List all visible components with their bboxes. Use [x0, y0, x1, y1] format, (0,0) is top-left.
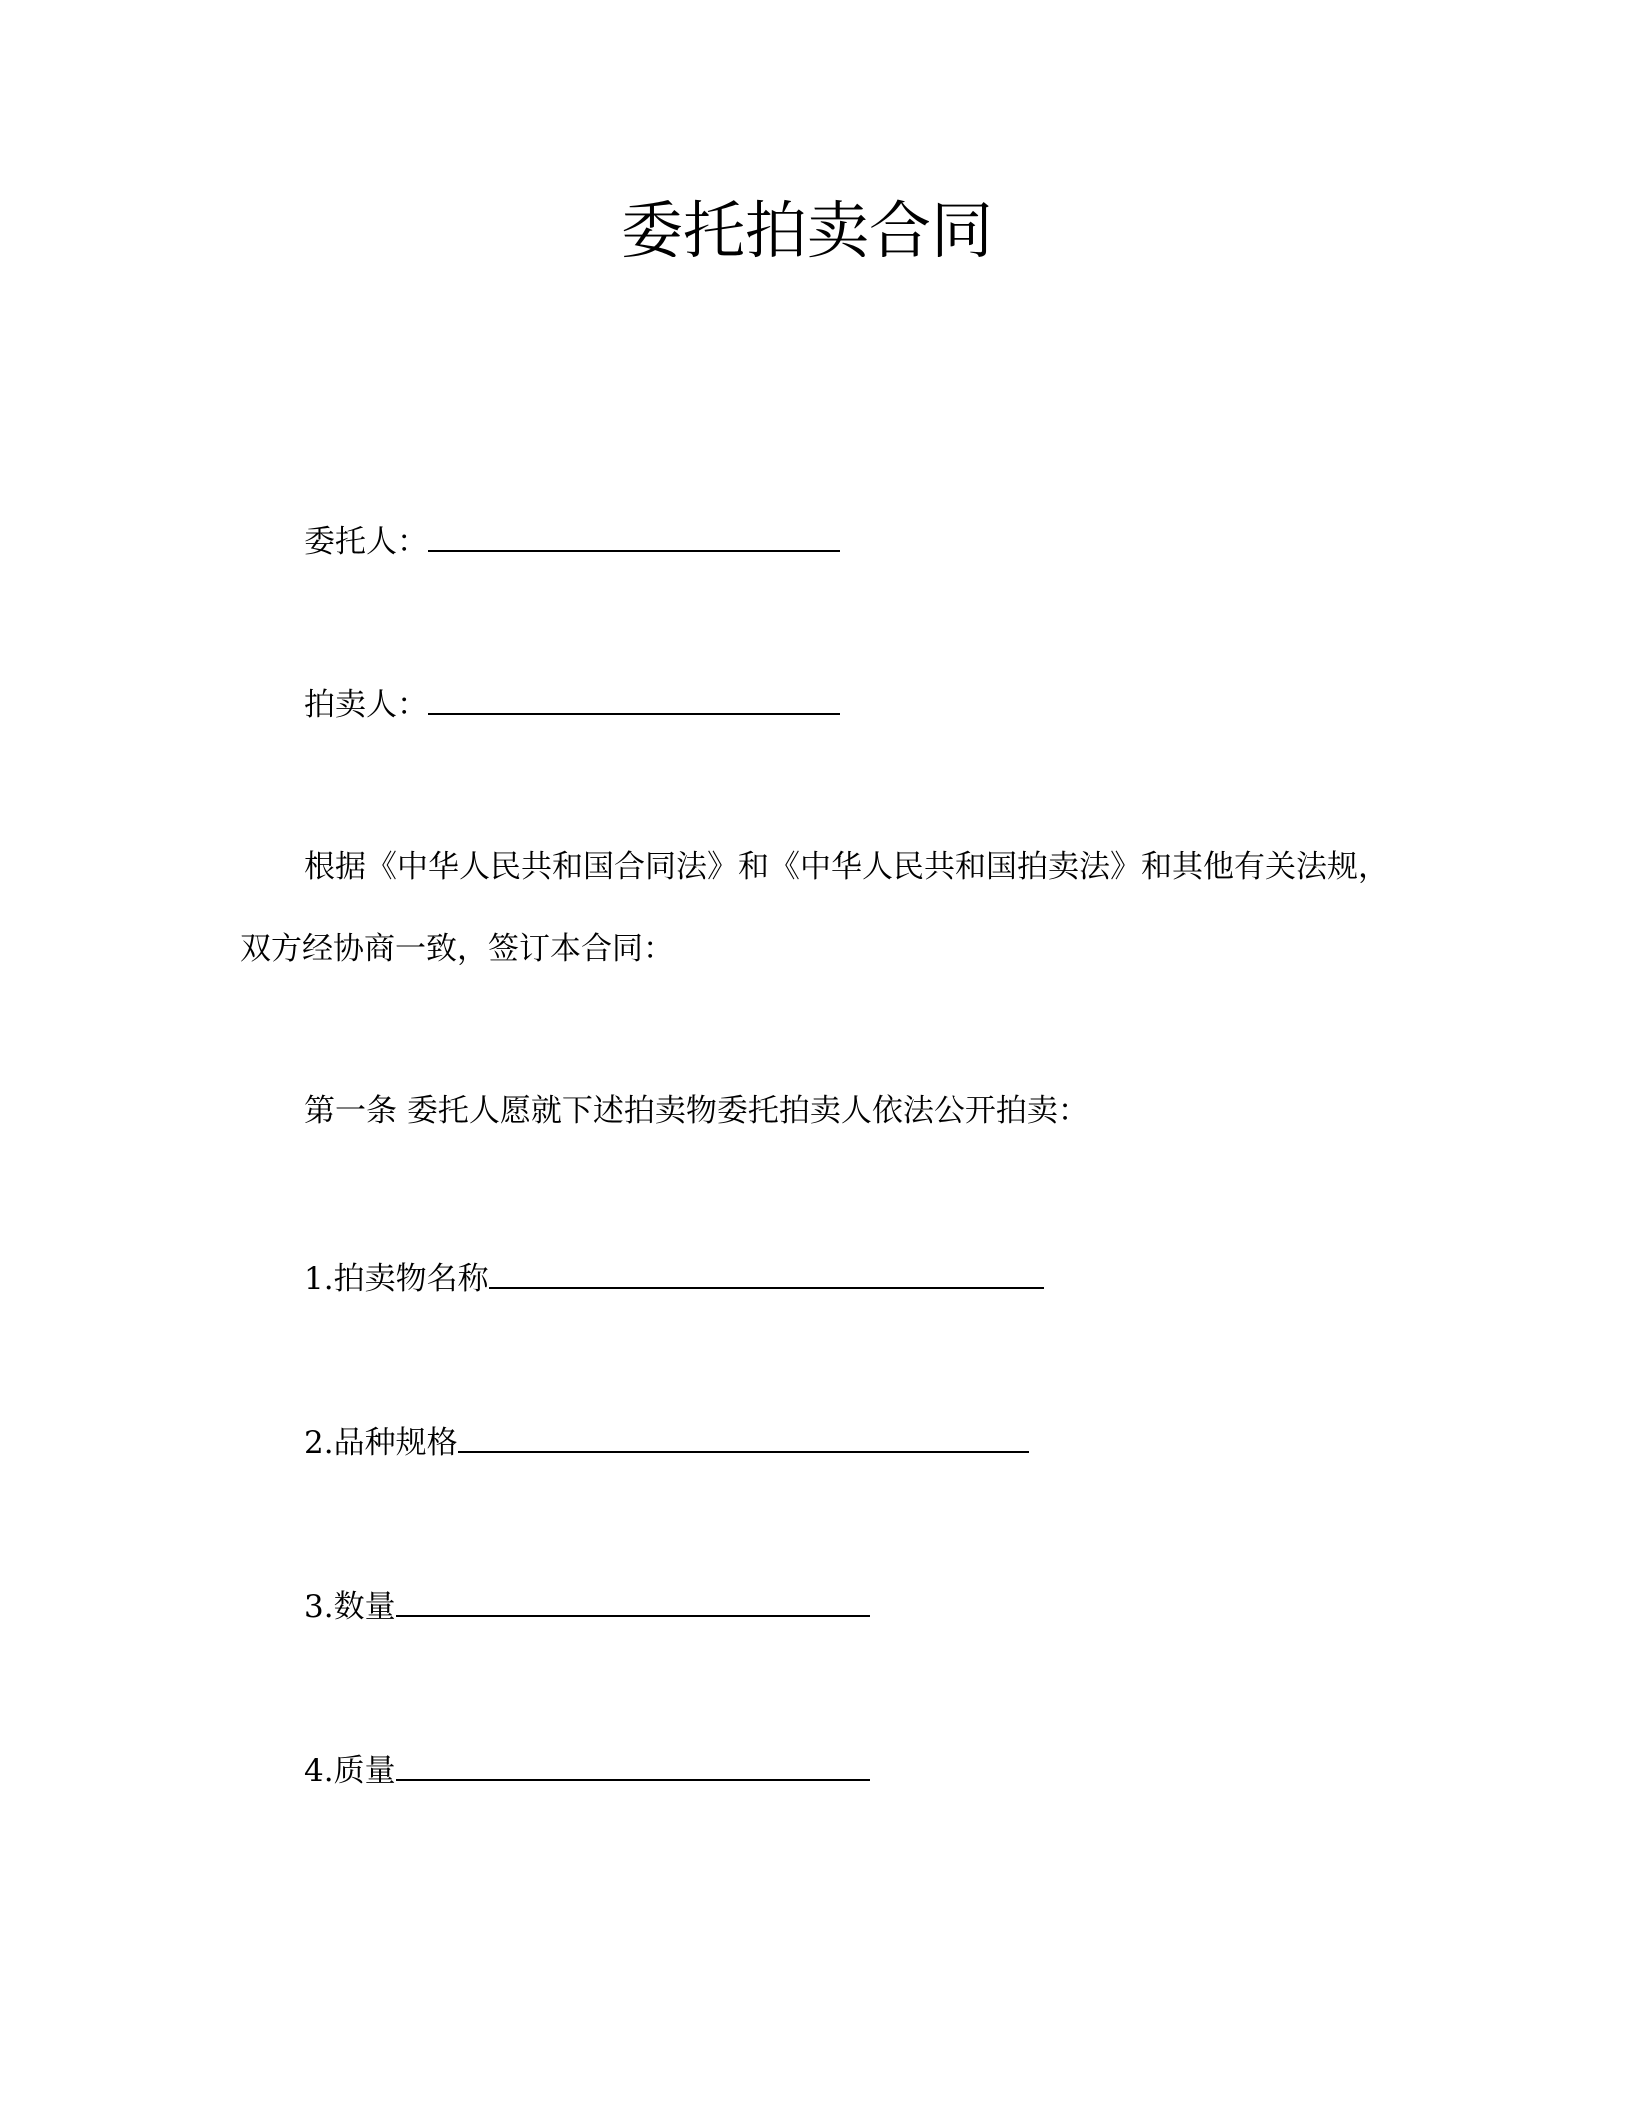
item-name-label: 1.拍卖物名称 — [304, 1261, 489, 1297]
item-quality-label: 4.质量 — [304, 1753, 396, 1789]
item-name-blank[interactable] — [489, 1257, 1044, 1289]
principal-field — [304, 520, 840, 562]
item-name-field — [304, 1257, 1044, 1299]
item-spec-blank[interactable] — [458, 1421, 1029, 1453]
item-spec-field — [304, 1421, 1029, 1463]
item-quality-field — [304, 1749, 870, 1791]
principal-label: 委托人： — [304, 524, 428, 560]
item-spec-label: 2.品种规格 — [304, 1425, 458, 1461]
auctioneer-label: 拍卖人： — [304, 687, 428, 723]
item-quantity-label: 3.数量 — [304, 1589, 396, 1625]
principal-blank[interactable] — [428, 520, 840, 552]
item-quantity-blank[interactable] — [396, 1585, 870, 1617]
article-1-heading: 第一条 委托人愿就下述拍卖物委托拍卖人依法公开拍卖： — [304, 1093, 1089, 1129]
preamble-line-2: 双方经协商一致，签订本合同： — [240, 931, 674, 967]
preamble-line-1: 根据《中华人民共和国合同法》和《中华人民共和国拍卖法》和其他有关法规， — [304, 849, 1389, 885]
item-quality-blank[interactable] — [396, 1749, 870, 1781]
item-quantity-field — [304, 1585, 870, 1627]
auctioneer-field — [304, 683, 840, 725]
document-title: 委托拍卖合同 — [620, 194, 993, 267]
auctioneer-blank[interactable] — [428, 683, 840, 715]
